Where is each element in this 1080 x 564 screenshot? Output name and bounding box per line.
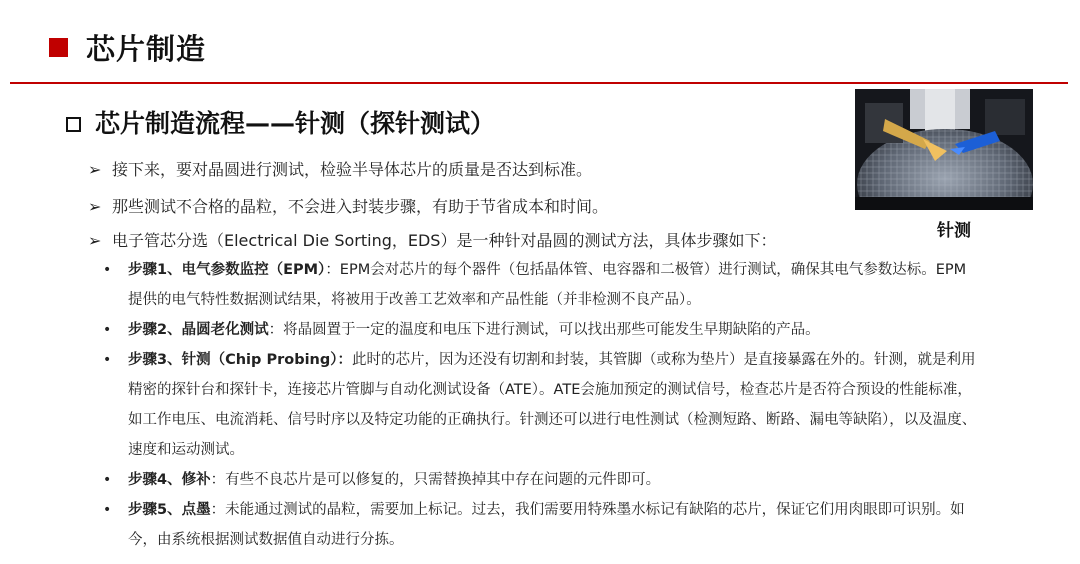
title-divider <box>10 82 1068 84</box>
step-item <box>100 255 980 315</box>
bullet-dot-icon: • <box>103 502 112 518</box>
step-text: ：有些不良芯片是可以修复的，只需替换掉其中存在问题的元件即可。 <box>210 472 661 488</box>
step-label: 步骤5、点墨 <box>128 502 211 518</box>
arrow-bullet-icon: ➢ <box>88 160 102 179</box>
step-text: 此时的芯片，因为还没有切割和封装，其管脚（或称为垫片）是直接暴露在外的。针测，就是利用精密的探针台和探针卡，连接芯片管脚与自动化测试设备（ATE）。ATE会施加预定的测试信号，检查芯片是否符合预设的性能标准，如工作电压、电流消耗、信号时序以及特定功能的正确执行。针测还可以进行电性测试（检测短路、断路、漏电等缺陷），以及温度、速度和运动测试。 <box>128 352 977 458</box>
arrow-point-text: 那些测试不合格的晶粒，不会进入封装步骤，有助于节省成本和时间。 <box>112 197 609 216</box>
step-item <box>100 345 980 465</box>
step-label: 步骤4、修补 <box>128 472 211 488</box>
step-text: ：未能通过测试的晶粒，需要加上标记。过去，我们需要用特殊墨水标记有缺陷的芯片，保证它们用肉眼即可识别。如今，由系统根据测试数据值自动进行分拣。 <box>128 502 965 548</box>
page-title: 芯片制造 <box>86 32 207 66</box>
step-label: 步骤1、电气参数监控（EPM） <box>128 262 326 278</box>
bullet-dot-icon: • <box>103 262 112 278</box>
subtitle-box-icon <box>66 117 81 132</box>
wafer-probe-photo <box>855 89 1033 210</box>
bullet-dot-icon: • <box>103 472 112 488</box>
step-item <box>100 495 980 555</box>
step-text: ：EPM会对芯片的每个器件（包括晶体管、电容器和二极管）进行测试，确保其电气参数达标。EPM提供的电气特性数据测试结果，将被用于改善工艺效率和产品性能（并非检测不良产品）。 <box>128 262 967 308</box>
step-list <box>100 255 980 555</box>
step-label: 步骤3、针测（Chip Probing）： <box>128 352 352 368</box>
arrow-bullet-icon: ➢ <box>88 197 102 216</box>
step-label: 步骤2、晶圆老化测试 <box>128 322 269 338</box>
arrow-point-text: 电子管芯分选（Electrical Die Sorting，EDS）是一种针对晶圆的测试方法，具体步骤如下： <box>112 231 777 250</box>
step-item <box>100 465 980 495</box>
arrow-point <box>88 157 592 180</box>
photo-caption: 针测 <box>937 221 971 241</box>
bullet-dot-icon: • <box>103 352 112 368</box>
bullet-dot-icon: • <box>103 322 112 338</box>
arrow-bullet-icon: ➢ <box>88 231 102 250</box>
step-item <box>100 315 980 345</box>
section-subtitle: 芯片制造流程——针测（探针测试） <box>95 109 496 138</box>
arrow-point <box>88 228 776 251</box>
arrow-point-text: 接下来，要对晶圆进行测试，检验半导体芯片的质量是否达到标准。 <box>112 160 593 179</box>
arrow-point <box>88 194 608 217</box>
wafer-probe-illustration <box>855 89 1033 210</box>
step-text: ：将晶圆置于一定的温度和电压下进行测试，可以找出那些可能发生早期缺陷的产品。 <box>268 322 820 338</box>
title-marker <box>49 38 68 57</box>
